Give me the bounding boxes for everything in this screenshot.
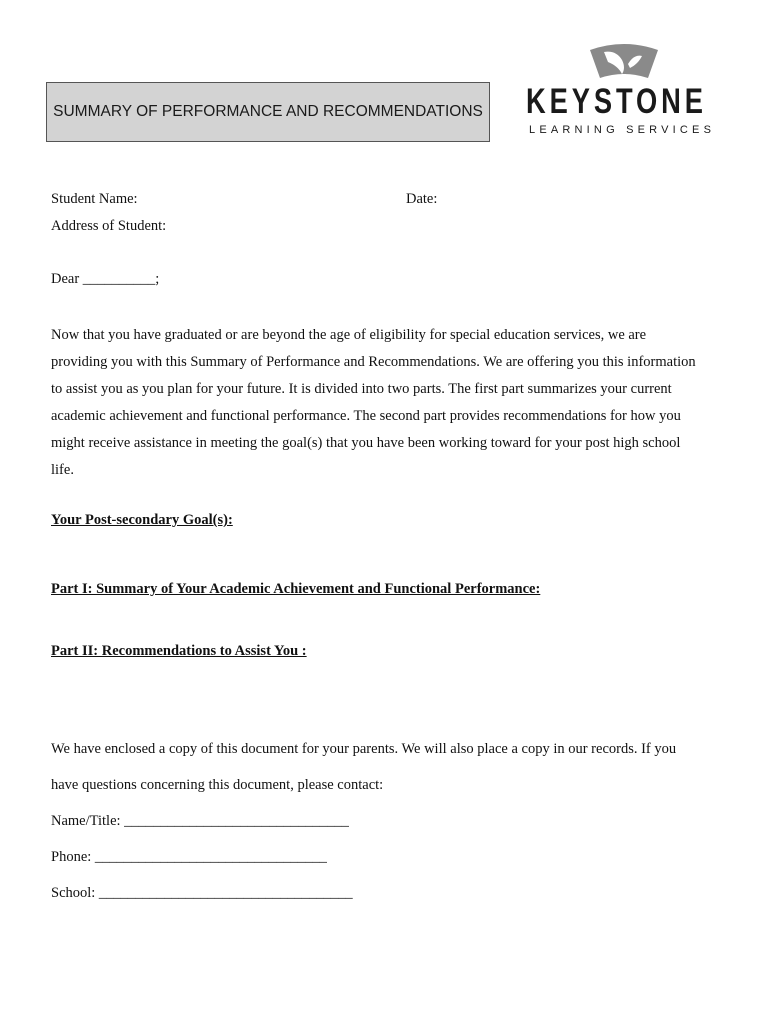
document-title-box [46, 82, 490, 142]
contact-name-title: Name/Title: _______________________________ [51, 813, 349, 829]
date-label: Date: [406, 191, 438, 207]
document-title: SUMMARY OF PERFORMANCE AND RECOMMENDATIONS [53, 103, 483, 120]
paragraph-line: Now that you have graduated or are beyond the age of eligibility for special education services, we are [51, 327, 647, 343]
closing-line: We have enclosed a copy of this document for your parents. We will also place a copy in our records. If you [51, 741, 677, 757]
paragraph-line: academic achievement and functional performance. The second part provides recommendations for how you [51, 408, 681, 424]
logo-wordmark: KEYSTONE [526, 82, 707, 121]
contact-school: School: ___________________________________ [51, 885, 353, 901]
keystone-logo [520, 40, 720, 140]
salutation: Dear __________; [51, 271, 160, 287]
goals-heading: Your Post-secondary Goal(s): [51, 512, 233, 528]
address-label: Address of Student: [51, 218, 167, 234]
part1-heading: Part I: Summary of Your Academic Achievement and Functional Performance: [51, 581, 541, 597]
contact-phone: Phone: ________________________________ [51, 849, 327, 865]
student-name-label: Student Name: [51, 191, 138, 207]
part2-heading: Part II: Recommendations to Assist You : [51, 643, 307, 659]
keystone-emblem-icon [582, 40, 666, 84]
paragraph-line: to assist you as you plan for your future. It is divided into two parts. The first part summarizes your current [51, 381, 672, 397]
logo-tagline: LEARNING SERVICES [529, 124, 716, 136]
paragraph-line: life. [51, 462, 74, 478]
closing-line: have questions concerning this document, please contact: [51, 777, 384, 793]
paragraph-line: might receive assistance in meeting the goal(s) that you have been working toward for your post high school [51, 435, 681, 451]
intro-paragraph [51, 322, 741, 484]
paragraph-line: providing you with this Summary of Performance and Recommendations. We are offering you this information [51, 354, 696, 370]
